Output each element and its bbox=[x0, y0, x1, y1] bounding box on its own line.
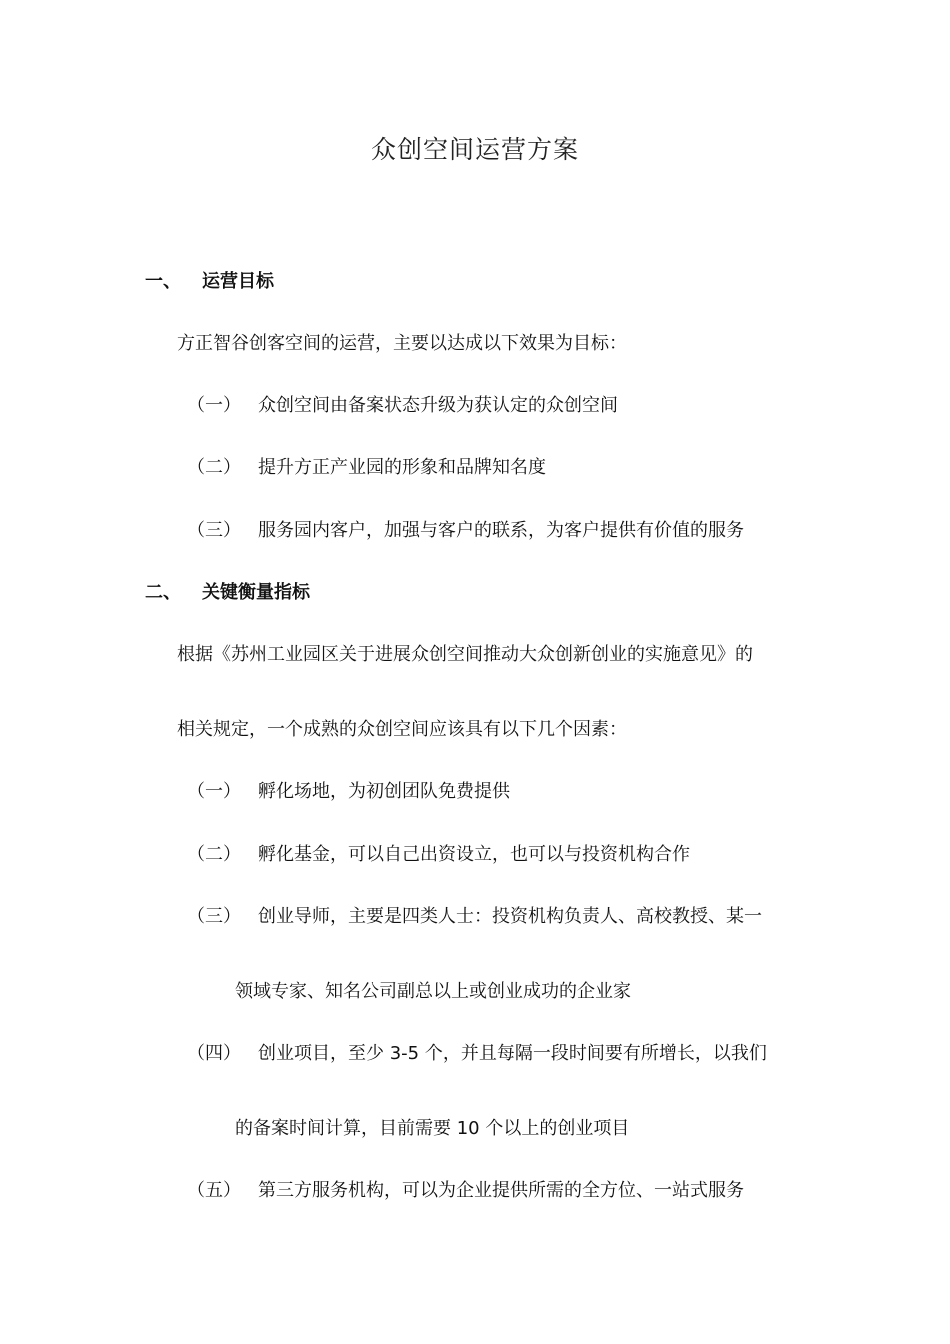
list-item-text: 孵化基金，可以自己出资设立，也可以与投资机构合作 bbox=[258, 844, 690, 865]
list-item-text: 创业导师，主要是四类人士：投资机构负责人、高校教授、某一 bbox=[258, 906, 762, 927]
section-title: 关键衡量指标 bbox=[202, 582, 310, 603]
list-item-number: （二） bbox=[187, 844, 241, 865]
list-item bbox=[187, 1039, 767, 1065]
list-item-text: 服务园内客户，加强与客户的联系，为客户提供有价值的服务 bbox=[258, 520, 744, 541]
list-item-text: 孵化场地，为初创团队免费提供 bbox=[258, 781, 510, 802]
section-title: 运营目标 bbox=[202, 271, 274, 292]
list-item bbox=[187, 902, 762, 928]
list-item-text: 第三方服务机构，可以为企业提供所需的全方位、一站式服务 bbox=[258, 1180, 744, 1201]
list-item bbox=[187, 1176, 744, 1202]
list-item-number: （四） bbox=[187, 1043, 241, 1064]
list-item bbox=[187, 840, 690, 866]
section-heading-1 bbox=[145, 267, 274, 293]
list-item bbox=[187, 391, 618, 417]
section-intro-line-1: 根据《苏州工业园区关于进展众创空间推动大众创新创业的实施意见》的 bbox=[177, 644, 753, 665]
list-item-number: （二） bbox=[187, 457, 241, 478]
list-item-number: （三） bbox=[187, 520, 241, 541]
section-intro: 方正智谷创客空间的运营，主要以达成以下效果为目标： bbox=[177, 333, 627, 354]
list-item-number: （一） bbox=[187, 395, 241, 416]
list-item bbox=[187, 777, 510, 803]
section-number: 二、 bbox=[145, 582, 181, 603]
list-item bbox=[187, 453, 546, 479]
list-item-number: （一） bbox=[187, 781, 241, 802]
section-intro-line-2: 相关规定，一个成熟的众创空间应该具有以下几个因素： bbox=[177, 719, 627, 740]
list-item-number: （三） bbox=[187, 906, 241, 927]
list-item-text: 众创空间由备案状态升级为获认定的众创空间 bbox=[258, 395, 618, 416]
list-item-number: （五） bbox=[187, 1180, 241, 1201]
list-item-text: 创业项目，至少 3-5 个，并且每隔一段时间要有所增长，以我们 bbox=[258, 1043, 767, 1064]
section-heading-2 bbox=[145, 578, 310, 604]
list-item-text: 提升方正产业园的形象和品牌知名度 bbox=[258, 457, 546, 478]
list-item-continuation: 领域专家、知名公司副总以上或创业成功的企业家 bbox=[235, 981, 631, 1002]
section-number: 一、 bbox=[145, 271, 181, 292]
list-item-continuation: 的备案时间计算，目前需要 10 个以上的创业项目 bbox=[235, 1118, 630, 1139]
list-item bbox=[187, 516, 744, 542]
document-title: 众创空间运营方案 bbox=[370, 135, 579, 164]
